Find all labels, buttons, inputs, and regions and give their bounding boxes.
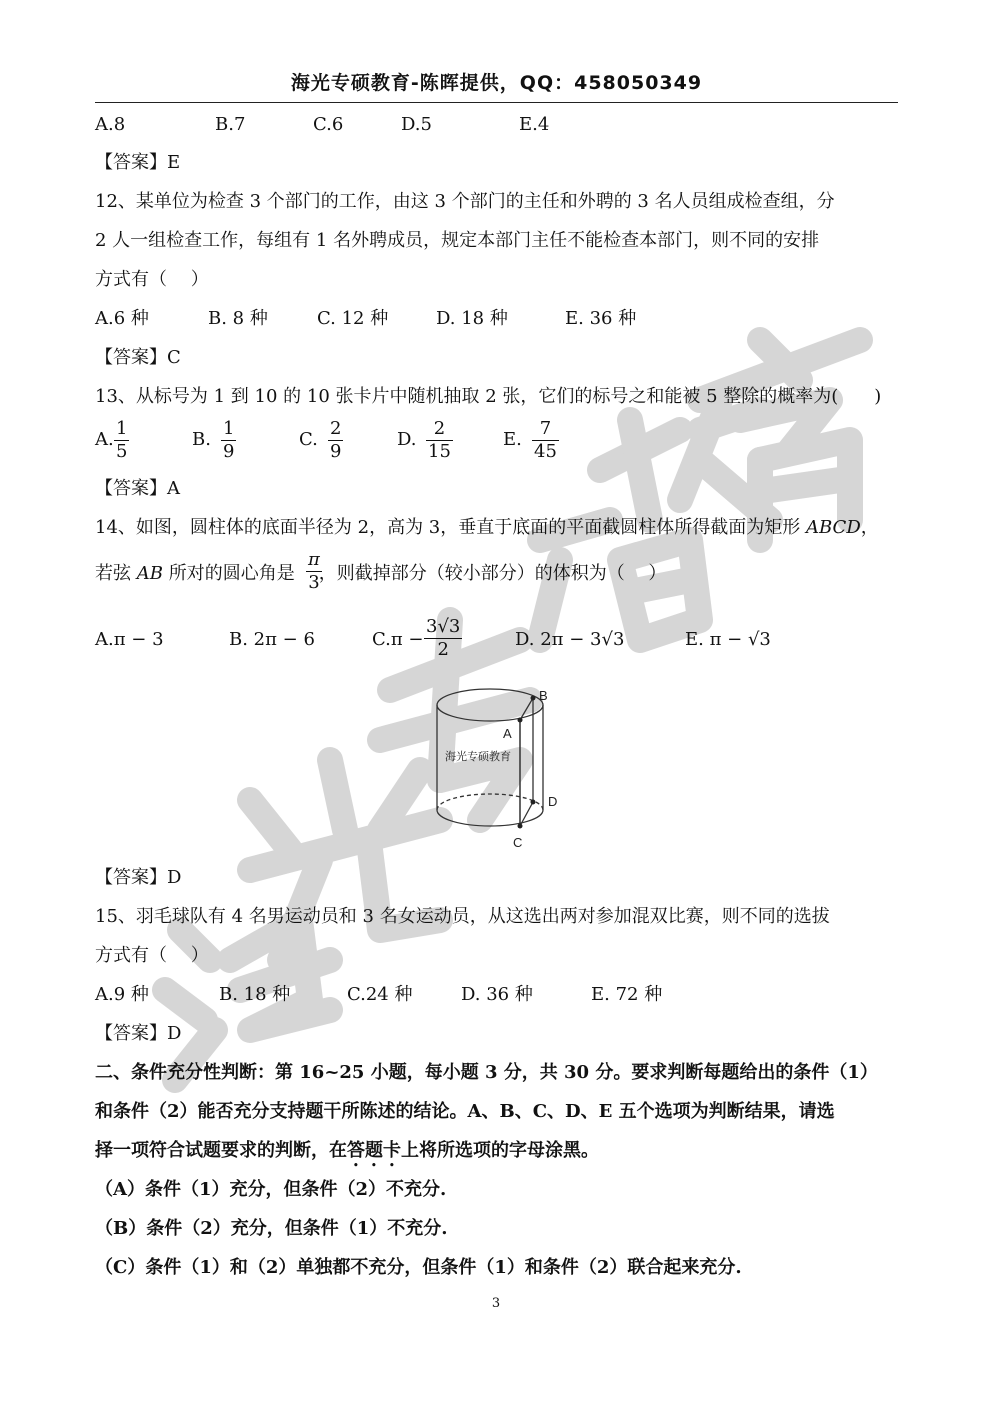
point-b <box>531 696 536 701</box>
q14-chord-name: AB <box>136 563 163 584</box>
q12-option-a: A.6 种 <box>95 308 149 329</box>
q11-option-b: B.7 <box>215 114 246 135</box>
point-c <box>518 824 523 829</box>
fraction-numerator: 2 <box>426 418 453 441</box>
page-header: 海光专硕教育-陈晖提供，QQ：458050349 <box>95 68 898 103</box>
label-c: C <box>513 835 523 850</box>
q15-text-line-1: 15、羽毛球队有 4 名男运动员和 3 名女运动员，从这选出两对参加混双比赛，则不同的选拔 <box>95 906 830 927</box>
q13-answer: 【答案】A <box>95 478 180 499</box>
q14-text-line-1 <box>95 516 879 540</box>
q14-angle-fraction <box>306 549 322 594</box>
fraction-denominator: 9 <box>223 441 235 462</box>
q15-option-e: E. 72 种 <box>591 984 663 1005</box>
q14-option-c-label: C.π − <box>372 629 424 650</box>
q11-answer: 【答案】E <box>95 152 181 173</box>
point-a <box>518 718 523 723</box>
section2-emphasis: 答题卡 <box>347 1140 401 1161</box>
q14-text-line-2 <box>95 562 666 586</box>
q15-option-b: B. 18 种 <box>219 984 291 1005</box>
q14-text-c: 若弦 <box>95 563 137 584</box>
q11-option-d: D.5 <box>401 114 432 135</box>
q14-option-e: E. π − √3 <box>685 629 771 650</box>
q15-option-d: D. 36 种 <box>461 984 533 1005</box>
section2-choice-a: （A）条件（1）充分，但条件（2）不充分. <box>95 1179 447 1200</box>
q15-option-a: A.9 种 <box>95 984 149 1005</box>
label-d: D <box>548 794 558 809</box>
page-number: 3 <box>491 1296 501 1311</box>
q12-text-line-3: 方式有（ ） <box>95 269 209 290</box>
fraction-numerator: 7 <box>532 418 559 441</box>
section2-text-b: 上将所选项的字母涂黑。 <box>401 1140 599 1161</box>
cylinder-figure <box>420 680 580 855</box>
q13-option-b-fraction <box>221 418 236 463</box>
q12-option-d: D. 18 种 <box>436 308 508 329</box>
q15-answer: 【答案】D <box>95 1023 182 1044</box>
fraction-denominator: 15 <box>428 441 451 462</box>
section2-instructions-line-1: 二、条件充分性判断：第 16~25 小题，每小题 3 分，共 30 分。要求判断每题给出的条件（1） <box>95 1062 878 1083</box>
label-b: B <box>539 688 548 703</box>
fraction-numerator: π <box>308 549 320 570</box>
label-a: A <box>503 726 512 741</box>
q13-option-c-label: C. <box>299 429 318 450</box>
fraction-denominator: 3 <box>308 572 320 593</box>
q11-option-a: A.8 <box>95 114 126 135</box>
q14-option-b: B. 2π − 6 <box>229 629 315 650</box>
q11-option-e: E.4 <box>519 114 550 135</box>
fraction-denominator: 45 <box>534 441 557 462</box>
q13-option-d-fraction <box>426 418 453 463</box>
fraction-numerator: 1 <box>116 418 128 439</box>
point-d <box>531 800 536 805</box>
fraction-numerator: 3√3 <box>426 616 461 637</box>
q13-option-a-label: A. <box>95 429 114 450</box>
q14-text-b: ， <box>860 517 879 538</box>
q12-option-e: E. 36 种 <box>565 308 637 329</box>
q15-text-line-2: 方式有（ ） <box>95 945 209 966</box>
section2-instructions-line-3 <box>95 1139 599 1171</box>
figure-caption: 海光专硕教育 <box>445 750 511 763</box>
q14-text-a: 14、如图，圆柱体的底面半径为 2，高为 3，垂直于底面的平面截圆柱体所得截面为矩形 <box>95 517 806 538</box>
q14-option-c-fraction <box>424 616 462 661</box>
section2-instructions-line-2: 和条件（2）能否充分支持题干所陈述的结论。A、B、C、D、E 五个选项为判断结果，请选 <box>95 1101 835 1122</box>
q12-text-line-2: 2 人一组检查工作，每组有 1 名外聘成员，规定本部门主任不能检查本部门，则不同的安排 <box>95 230 820 251</box>
section2-choice-c: （C）条件（1）和（2）单独都不充分，但条件（1）和条件（2）联合起来充分. <box>95 1257 742 1278</box>
q14-text-e: ，则截掉部分（较小部分）的体积为（ ） <box>318 563 667 584</box>
fraction-denominator: 5 <box>116 441 128 462</box>
q13-option-a-fraction <box>114 418 129 463</box>
q12-text-line-1: 12、某单位为检查 3 个部门的工作，由这 3 个部门的主任和外聘的 3 名人员组成检查组，分 <box>95 191 835 212</box>
q14-answer: 【答案】D <box>95 867 182 888</box>
q13-option-e-fraction <box>532 418 559 463</box>
q12-option-b: B. 8 种 <box>208 308 268 329</box>
q13-option-c-fraction <box>328 418 343 463</box>
q14-option-d: D. 2π − 3√3 <box>515 629 625 650</box>
q13-option-b-label: B. <box>192 429 211 450</box>
q12-answer: 【答案】C <box>95 347 181 368</box>
section2-text-a: 择一项符合试题要求的判断，在 <box>95 1140 347 1161</box>
fraction-denominator: 9 <box>330 441 342 462</box>
q13-option-d-label: D. <box>397 429 417 450</box>
q13-option-e-label: E. <box>503 429 522 450</box>
q14-rect-name: ABCD <box>805 517 861 538</box>
q14-option-a: A.π − 3 <box>95 629 164 650</box>
q11-option-c: C.6 <box>313 114 344 135</box>
fraction-numerator: 1 <box>223 418 235 439</box>
q14-text-d: 所对的圆心角是 <box>162 563 295 584</box>
q13-text: 13、从标号为 1 到 10 的 10 张卡片中随机抽取 2 张，它们的标号之和能被 5 整除的概率为( ) <box>95 386 882 407</box>
fraction-denominator: 2 <box>437 639 449 660</box>
q15-option-c: C.24 种 <box>347 984 413 1005</box>
fraction-numerator: 2 <box>330 418 342 439</box>
q12-option-c: C. 12 种 <box>317 308 389 329</box>
section2-choice-b: （B）条件（2）充分，但条件（1）不充分. <box>95 1218 448 1239</box>
